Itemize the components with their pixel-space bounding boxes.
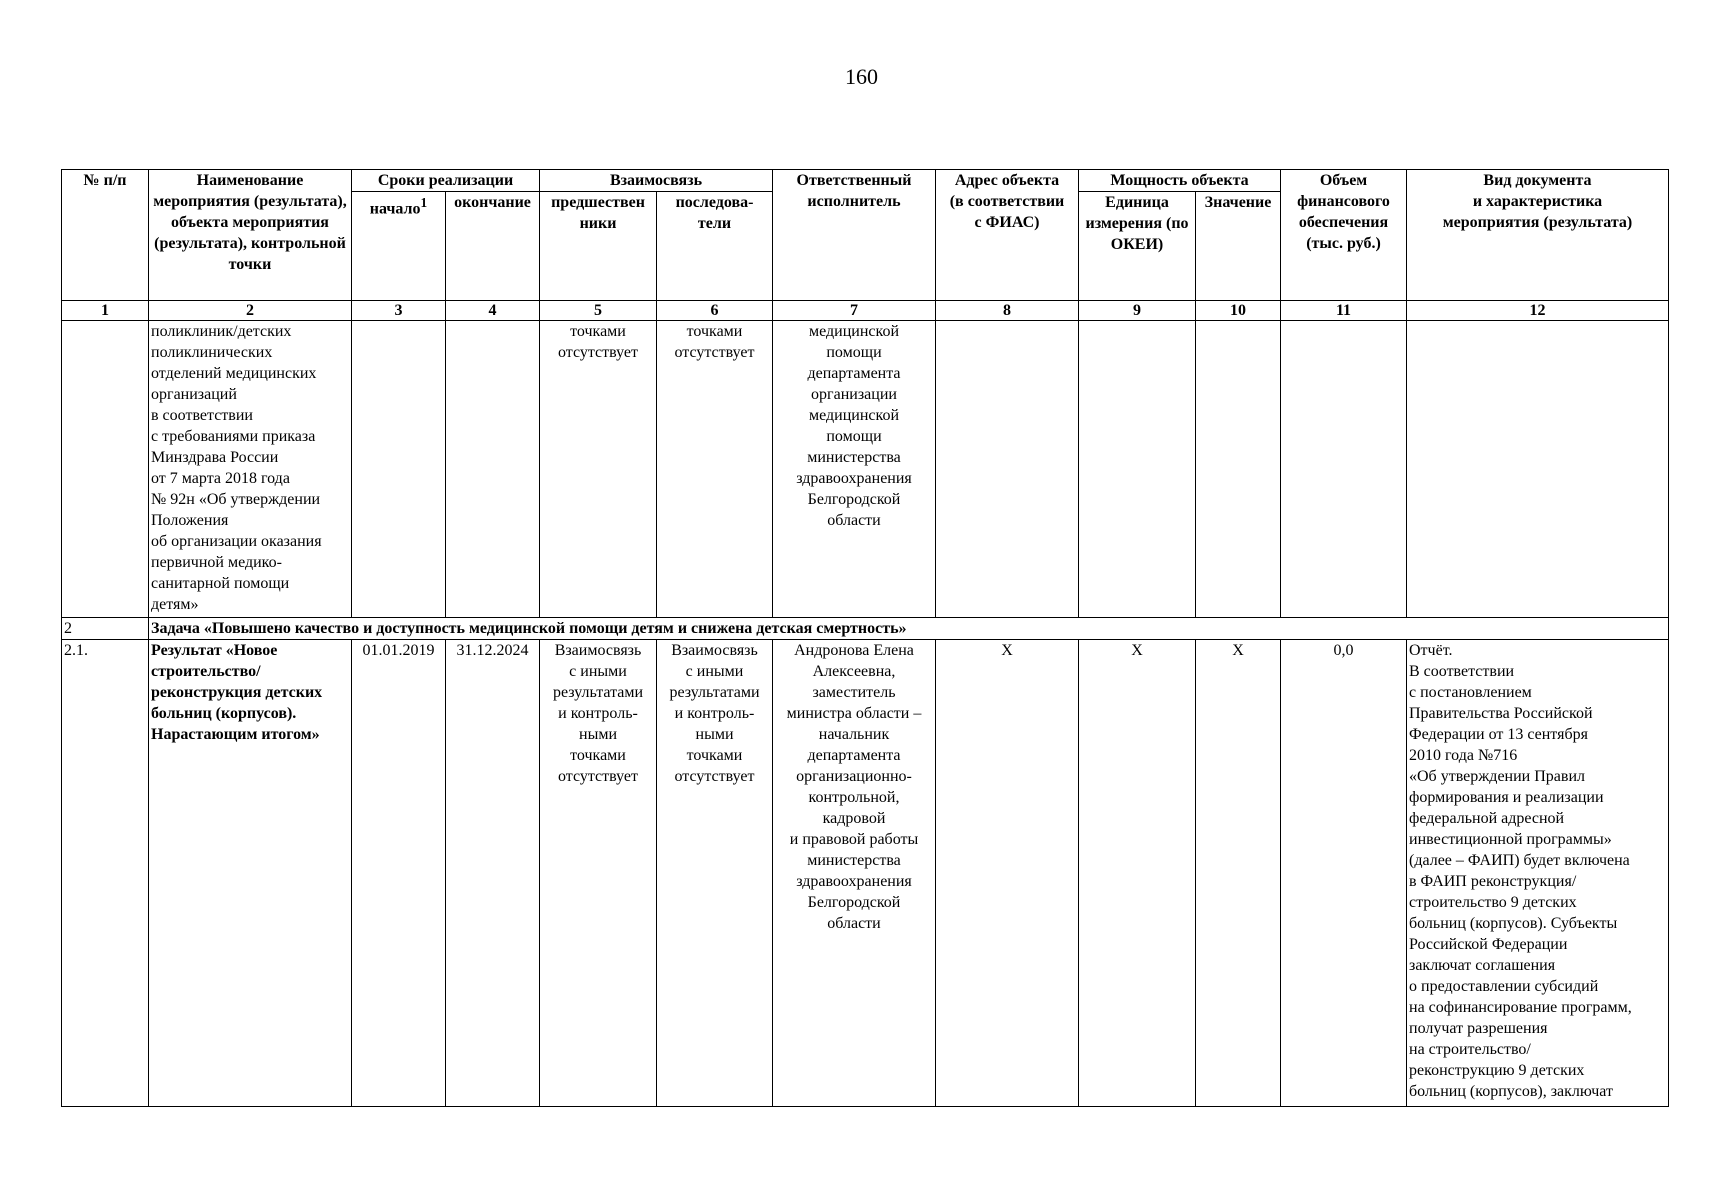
cell-address: X <box>936 640 1079 1107</box>
col-number-11: 11 <box>1281 301 1407 321</box>
header-end: окончание <box>446 192 540 301</box>
table-row <box>62 321 1669 618</box>
cell-predecessors: точками отсутствует <box>540 321 657 618</box>
task-title: Задача «Повышено качество и доступность медицинской помощи детям и снижена детская смертность» <box>149 618 1669 640</box>
header-power: Мощность объекта <box>1079 170 1281 192</box>
col-number-1: 1 <box>62 301 149 321</box>
header-name: Наименование мероприятия (результата), объекта мероприятия (результата), контрольной точки <box>149 170 352 301</box>
cell-start <box>352 321 446 618</box>
table-row <box>62 640 1669 1107</box>
col-number-12: 12 <box>1407 301 1669 321</box>
col-number-4: 4 <box>446 301 540 321</box>
header-finance: Объем финансового обеспечения (тыс. руб.) <box>1281 170 1407 301</box>
header-doctype: Вид документа и характеристика мероприятия (результата) <box>1407 170 1669 301</box>
cell-responsible: Андронова Елена Алексеевна, заместитель министра области – начальник департамента организационно- контрольной, кадровой и правовой работы министерства здравоохранения Белгородской области <box>773 640 936 1107</box>
col-number-2: 2 <box>149 301 352 321</box>
header-value: Значение <box>1196 192 1281 301</box>
cell-start: 01.01.2019 <box>352 640 446 1107</box>
cell-doctype <box>1407 321 1669 618</box>
cell-name: Результат «Новое строительство/ реконструкция детских больниц (корпусов). Нарастающим итогом» <box>149 640 352 1107</box>
cell-responsible: медицинской помощи департамента организации медицинской помощи министерства здравоохранения Белгородской области <box>773 321 936 618</box>
cell-value <box>1196 321 1281 618</box>
cell-name: поликлиник/детских поликлинических отделений медицинских организаций в соответствии с требованиями приказа Минздрава России от 7 марта 2018 года № 92н «Об утверждении Положения об организации оказания первичной медико- санитарной помощи детям» <box>149 321 352 618</box>
header-link: Взаимосвязь <box>540 170 773 192</box>
cell-successors: Взаимосвязь с иными результатами и контроль- ными точками отсутствует <box>657 640 773 1107</box>
cell-unit <box>1079 321 1196 618</box>
col-number-7: 7 <box>773 301 936 321</box>
page-number: 160 <box>845 64 878 89</box>
header-responsible: Ответственный исполнитель <box>773 170 936 301</box>
col-number-9: 9 <box>1079 301 1196 321</box>
table-row-task <box>62 618 1669 640</box>
cell-end: 31.12.2024 <box>446 640 540 1107</box>
col-number-8: 8 <box>936 301 1079 321</box>
activities-table <box>61 169 1669 1107</box>
cell-num: 2.1. <box>62 640 149 1107</box>
header-unit: Единица измерения (по ОКЕИ) <box>1079 192 1196 301</box>
cell-predecessors: Взаимосвязь с иными результатами и контроль- ными точками отсутствует <box>540 640 657 1107</box>
cell-finance <box>1281 321 1407 618</box>
header-start <box>352 192 446 301</box>
task-num: 2 <box>62 618 149 640</box>
col-number-5: 5 <box>540 301 657 321</box>
header-successors: последова- тели <box>657 192 773 301</box>
header-address: Адрес объекта (в соответствии с ФИАС) <box>936 170 1079 301</box>
col-number-6: 6 <box>657 301 773 321</box>
cell-finance: 0,0 <box>1281 640 1407 1107</box>
cell-num <box>62 321 149 618</box>
cell-address <box>936 321 1079 618</box>
cell-doctype: Отчёт. В соответствии с постановлением Правительства Российской Федерации от 13 сентября 2010 года №716 «Об утверждении Правил формирования и реализации федеральной адресной инвестиционной программы» (далее – ФАИП) будет включена в ФАИП реконструкция/ строительство 9 детских больниц (корпусов). Субъекты Российской Федерации заключат соглашения о предоставлении субсидий на софинансирование программ, получат разрешения на строительство/ реконструкцию 9 детских больниц (корпусов), заключат <box>1407 640 1669 1107</box>
header-predecessors: предшествен ники <box>540 192 657 301</box>
header-num: № п/п <box>62 170 149 301</box>
col-number-3: 3 <box>352 301 446 321</box>
cell-successors: точками отсутствует <box>657 321 773 618</box>
cell-value: X <box>1196 640 1281 1107</box>
cell-unit: X <box>1079 640 1196 1107</box>
cell-end <box>446 321 540 618</box>
col-number-10: 10 <box>1196 301 1281 321</box>
header-start-footnote: 1 <box>420 195 428 210</box>
header-start-label: начало <box>369 200 421 218</box>
header-terms: Сроки реализации <box>352 170 540 192</box>
